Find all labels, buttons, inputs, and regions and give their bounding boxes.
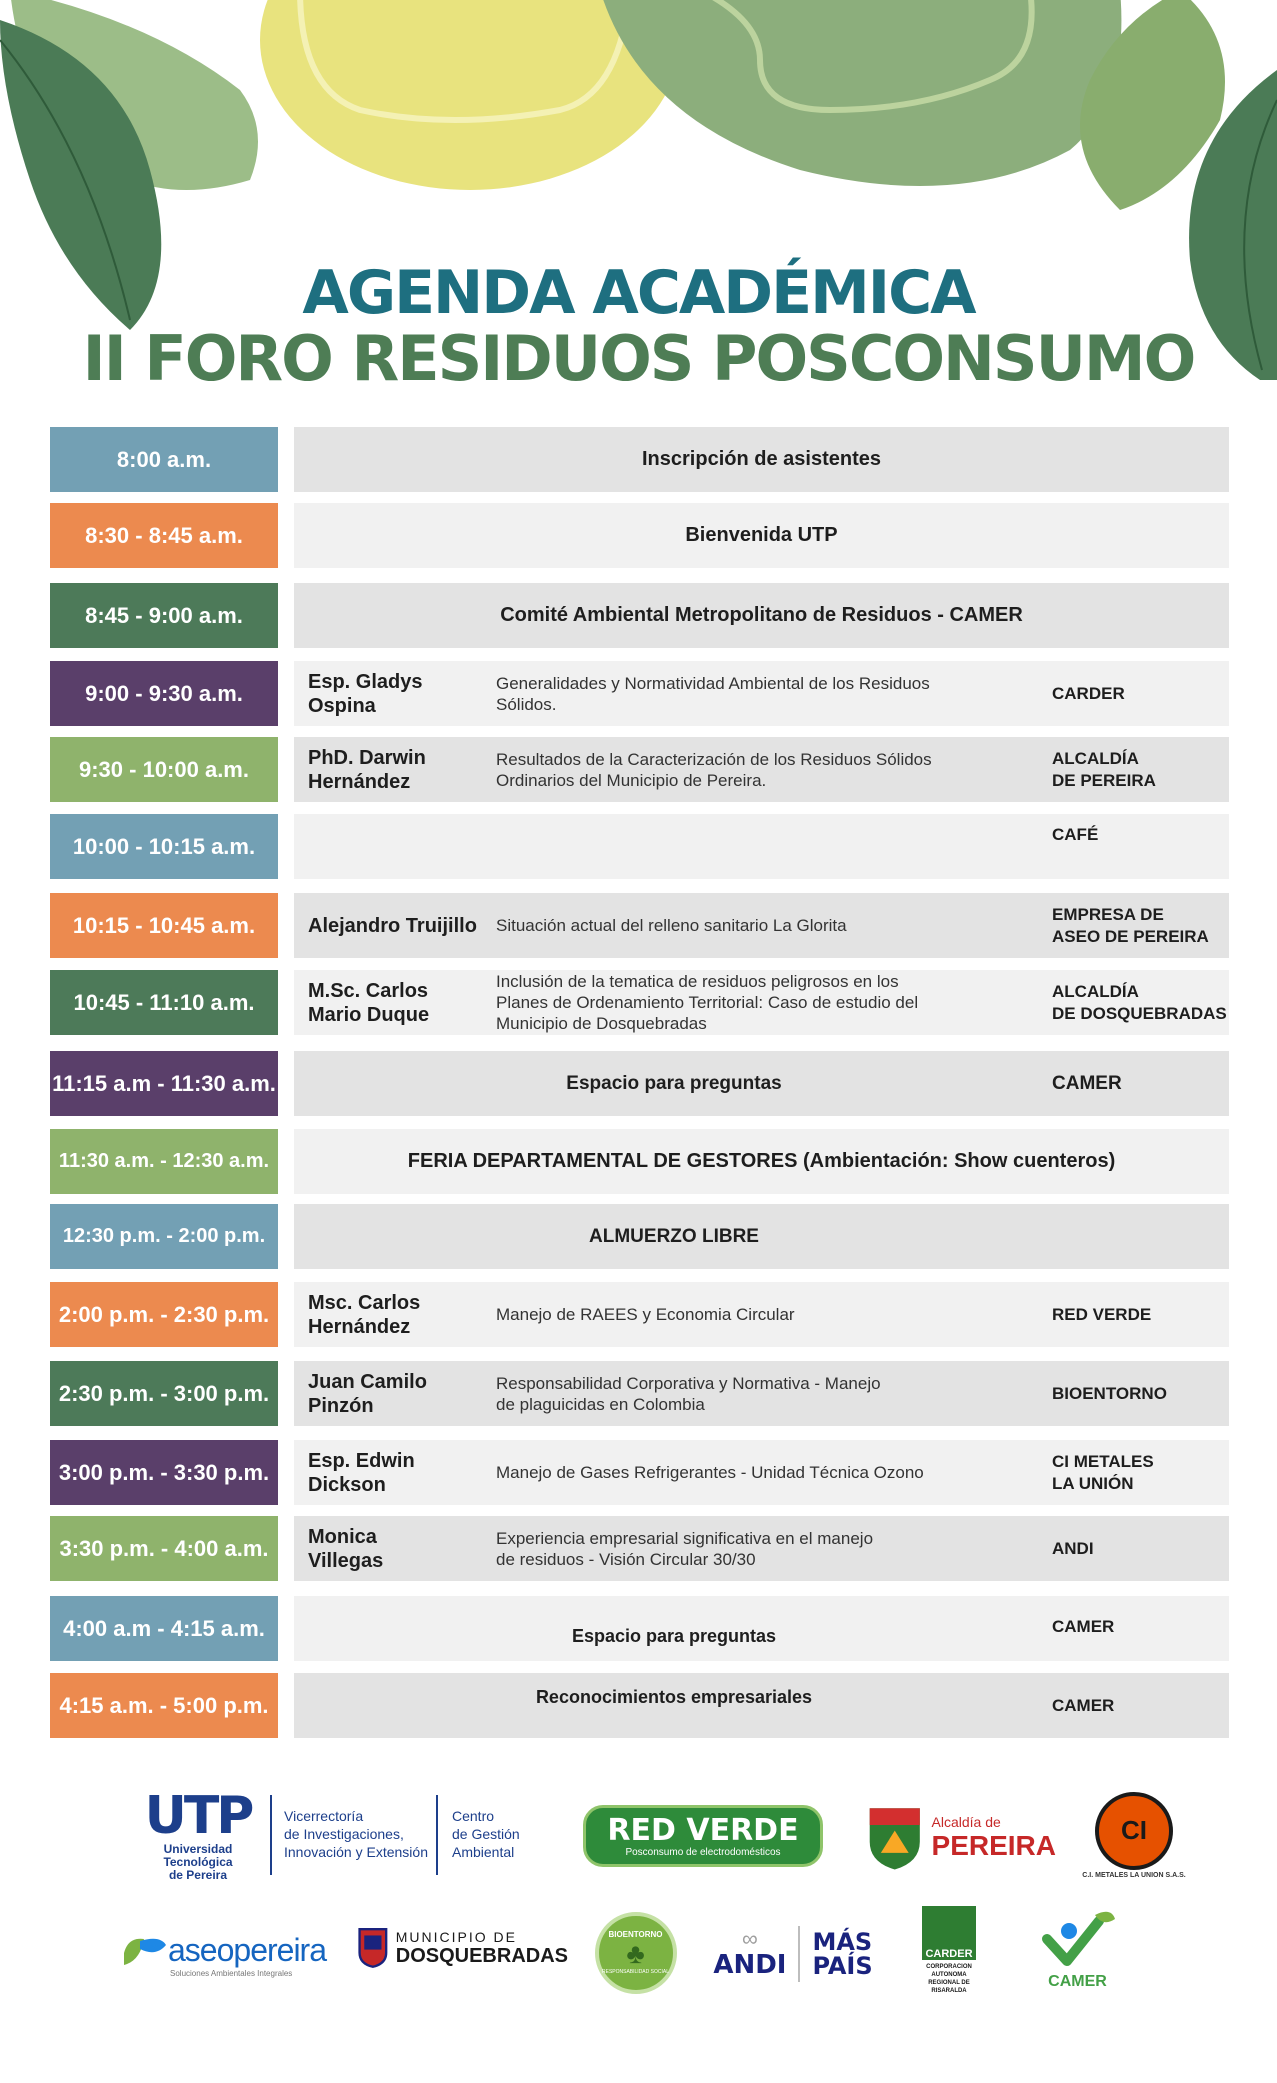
dosquebradas-logo <box>358 1918 568 1978</box>
metales-name: C.I. METALES LA UNION S.A.S. <box>1082 1871 1186 1879</box>
red-verde-name: RED VERDE <box>607 1812 799 1848</box>
row-band <box>294 1596 1229 1661</box>
utp-centro: Centro de Gestión Ambiental <box>452 1808 520 1860</box>
dosquebradas-shield-icon <box>358 1922 388 1974</box>
agenda-row <box>0 1516 1277 1581</box>
row-band <box>294 427 1229 492</box>
speaker-name: Esp. Edwin Dickson <box>308 1449 415 1496</box>
time-slot: 9:00 - 9:30 a.m. <box>50 661 278 726</box>
organization: ALCALDÍA DE PEREIRA <box>1052 748 1156 790</box>
andi-slogan: MÁS PAÍS <box>812 1928 873 1980</box>
camer-logo <box>1030 1905 1125 1995</box>
bioentorno-logo <box>593 1910 678 1995</box>
bioentorno-emblem <box>595 1912 677 1994</box>
camer-check-icon <box>1039 1909 1117 1973</box>
pereira-logo <box>866 1800 1056 1875</box>
session-topic: Situación actual del relleno sanitario La Glorita <box>496 916 847 935</box>
row-band <box>294 737 1229 802</box>
pereira-shield-icon <box>866 1802 924 1874</box>
session-title: Bienvenida UTP <box>685 524 838 546</box>
session-title: Espacio para preguntas <box>566 1072 782 1094</box>
organization: CAFÉ <box>1052 825 1099 844</box>
time-slot: 4:15 a.m. - 5:00 p.m. <box>50 1673 278 1738</box>
andi-rings-icon: ∞ <box>742 1926 758 1951</box>
dosquebradas-prefix: MUNICIPIO DE <box>395 1928 517 1945</box>
dosquebradas-text <box>396 1929 568 1968</box>
time-slot: 8:45 - 9:00 a.m. <box>50 583 278 648</box>
speaker-name: Juan Camilo Pinzón <box>308 1370 427 1417</box>
session-topic: Responsabilidad Corporativa y Normativa - Manejo de plaguicidas en Colombia <box>496 1373 881 1414</box>
andi-name: ANDI <box>713 1950 787 1980</box>
time-slot: 9:30 - 10:00 a.m. <box>50 737 278 802</box>
organization: EMPRESA DE ASEO DE PEREIRA <box>1052 904 1209 946</box>
speaker-name: Monica Villegas <box>308 1525 384 1572</box>
agenda-row <box>0 661 1277 726</box>
session-title: Reconocimientos empresariales <box>535 1687 813 1707</box>
page-title: AGENDA ACADÉMICA <box>302 258 975 328</box>
row-band <box>294 1129 1229 1194</box>
speaker-name: PhD. Darwin Hernández <box>308 746 426 793</box>
organization: CI METALES LA UNIÓN <box>1052 1451 1154 1493</box>
row-band <box>294 970 1229 1035</box>
speaker-name: Msc. Carlos Hernández <box>308 1291 421 1338</box>
agenda-row <box>0 1282 1277 1347</box>
utp-divider <box>270 1795 272 1875</box>
speaker-name: Alejandro Truijillo <box>308 914 477 937</box>
time-slot: 3:00 p.m. - 3:30 p.m. <box>50 1440 278 1505</box>
speaker-name: M.Sc. Carlos Mario Duque <box>308 979 430 1026</box>
metales-emblem <box>1095 1792 1173 1870</box>
time-slot: 11:30 a.m. - 12:30 a.m. <box>50 1129 278 1194</box>
bioentorno-name: BIOENTORNO <box>608 1930 663 1939</box>
row-band <box>294 1440 1229 1505</box>
agenda-row <box>0 814 1277 879</box>
utp-vicerrectoria: Vicerrectoría de Investigaciones, Innovación y Extensión <box>284 1808 428 1860</box>
metales-mark: CI <box>1121 1815 1147 1845</box>
row-band <box>294 814 1229 879</box>
aseo-pereira-logo <box>120 1925 326 1985</box>
pereira-name: PEREIRA <box>931 1829 1056 1861</box>
agenda-row <box>0 737 1277 802</box>
aseo-name: aseopereira <box>168 1932 326 1968</box>
agenda-row <box>0 970 1277 1035</box>
session-title: ALMUERZO LIBRE <box>589 1225 759 1247</box>
row-band <box>294 893 1229 958</box>
utp-name: Universidad Tecnológica de Pereira <box>163 1841 233 1882</box>
time-slot: 10:45 - 11:10 a.m. <box>50 970 278 1035</box>
red-verde-badge <box>583 1805 823 1867</box>
agenda-row <box>0 583 1277 648</box>
time-slot: 2:30 p.m. - 3:00 p.m. <box>50 1361 278 1426</box>
session-topic: Manejo de Gases Refrigerantes - Unidad Técnica Ozono <box>496 1463 924 1482</box>
page-subtitle: II FORO RESIDUOS POSCONSUMO <box>82 322 1195 395</box>
session-title: FERIA DEPARTAMENTAL DE GESTORES (Ambientación: Show cuenteros) <box>407 1150 1116 1172</box>
time-slot: 8:00 a.m. <box>50 427 278 492</box>
agenda-row <box>0 1129 1277 1194</box>
agenda-row <box>0 1440 1277 1505</box>
carder-tagline: CORPORACION AUTONOMA REGIONAL DE RISARALDA <box>926 1963 972 1994</box>
carder-logo <box>918 1895 980 2005</box>
time-slot: 8:30 - 8:45 a.m. <box>50 503 278 568</box>
speaker-name: Esp. Gladys Ospina <box>308 670 423 717</box>
time-slot: 10:15 - 10:45 a.m. <box>50 893 278 958</box>
row-band <box>294 1051 1229 1116</box>
andi-left <box>713 1928 786 1980</box>
carder-emblem <box>922 1906 976 1960</box>
session-topic: Resultados de la Caracterización de los Residuos Sólidos Ordinarios del Municipio de Pereira. <box>496 749 932 790</box>
agenda-row <box>0 893 1277 958</box>
organization: CAMER <box>1052 1072 1122 1094</box>
pereira-prefix: Alcaldía de <box>931 1813 1001 1830</box>
time-slot: 3:30 p.m. - 4:00 a.m. <box>50 1516 278 1581</box>
organization: BIOENTORNO <box>1052 1383 1167 1403</box>
row-band <box>294 583 1229 648</box>
session-topic: Experiencia empresarial significativa en el manejo de residuos - Visión Circular 30/30 <box>496 1528 874 1569</box>
time-slot: 10:00 - 10:15 a.m. <box>50 814 278 879</box>
dosquebradas-name: DOSQUEBRADAS <box>395 1944 568 1967</box>
organization: CARDER <box>1052 683 1125 703</box>
agenda-row <box>0 503 1277 568</box>
andi-logo <box>708 1920 878 1988</box>
session-title: Comité Ambiental Metropolitano de Residuos - CAMER <box>500 604 1023 626</box>
agenda-row <box>0 1361 1277 1426</box>
metales-logo <box>1082 1790 1186 1880</box>
agenda-row <box>0 1051 1277 1116</box>
time-slot: 11:15 a.m - 11:30 a.m. <box>50 1051 278 1116</box>
session-title: Inscripción de asistentes <box>642 448 881 470</box>
session-topic: Inclusión de la tematica de residuos peligrosos en los Planes de Ordenamiento Territorial: Caso de estudio del Municipio de Dosquebradas <box>496 972 919 1033</box>
green-blob <box>600 0 1121 186</box>
camer-name: CAMER <box>1048 1973 1107 1990</box>
organization: CAMER <box>1052 1617 1115 1636</box>
agenda-row <box>0 427 1277 492</box>
session-title: Espacio para preguntas <box>571 1626 777 1646</box>
row-band <box>294 1516 1229 1581</box>
row-band <box>294 1361 1229 1426</box>
red-verde-tagline: Posconsumo de electrodomésticos <box>625 1846 781 1858</box>
row-band <box>294 1282 1229 1347</box>
time-slot: 4:00 a.m - 4:15 a.m. <box>50 1596 278 1661</box>
row-band <box>294 503 1229 568</box>
aseo-tagline: Soluciones Ambientales Integrales <box>170 1969 293 1978</box>
pereira-text <box>932 1814 1056 1862</box>
agenda-row <box>0 1596 1277 1661</box>
utp-logo <box>128 1785 268 1882</box>
aseo-leaf-icon <box>120 1933 168 1969</box>
utp-mark: UTP <box>144 1785 252 1846</box>
time-slot: 12:30 p.m. - 2:00 p.m. <box>50 1204 278 1269</box>
utp-divider-2 <box>436 1795 438 1875</box>
row-band <box>294 661 1229 726</box>
organization: ANDI <box>1052 1538 1094 1558</box>
andi-divider <box>798 1926 800 1982</box>
bioentorno-tagline: RESPONSABILIDAD SOCIAL <box>602 1969 669 1975</box>
row-band <box>294 1204 1229 1269</box>
aseo-row <box>120 1932 326 1969</box>
organization: RED VERDE <box>1052 1304 1152 1324</box>
session-topic: Generalidades y Normatividad Ambiental de los Residuos Sólidos. <box>496 673 930 714</box>
agenda-row <box>0 1673 1277 1738</box>
tree-icon: ♣ <box>626 1938 645 1969</box>
carder-name: CARDER <box>925 1947 973 1960</box>
organization: CAMER <box>1052 1695 1115 1715</box>
red-verde-logo <box>578 1805 828 1867</box>
organization: ALCALDÍA DE DOSQUEBRADAS <box>1052 981 1227 1023</box>
session-topic: Manejo de RAEES y Economia Circular <box>496 1305 795 1324</box>
row-band <box>294 1673 1229 1738</box>
agenda-row <box>0 1204 1277 1269</box>
time-slot: 2:00 p.m. - 2:30 p.m. <box>50 1282 278 1347</box>
